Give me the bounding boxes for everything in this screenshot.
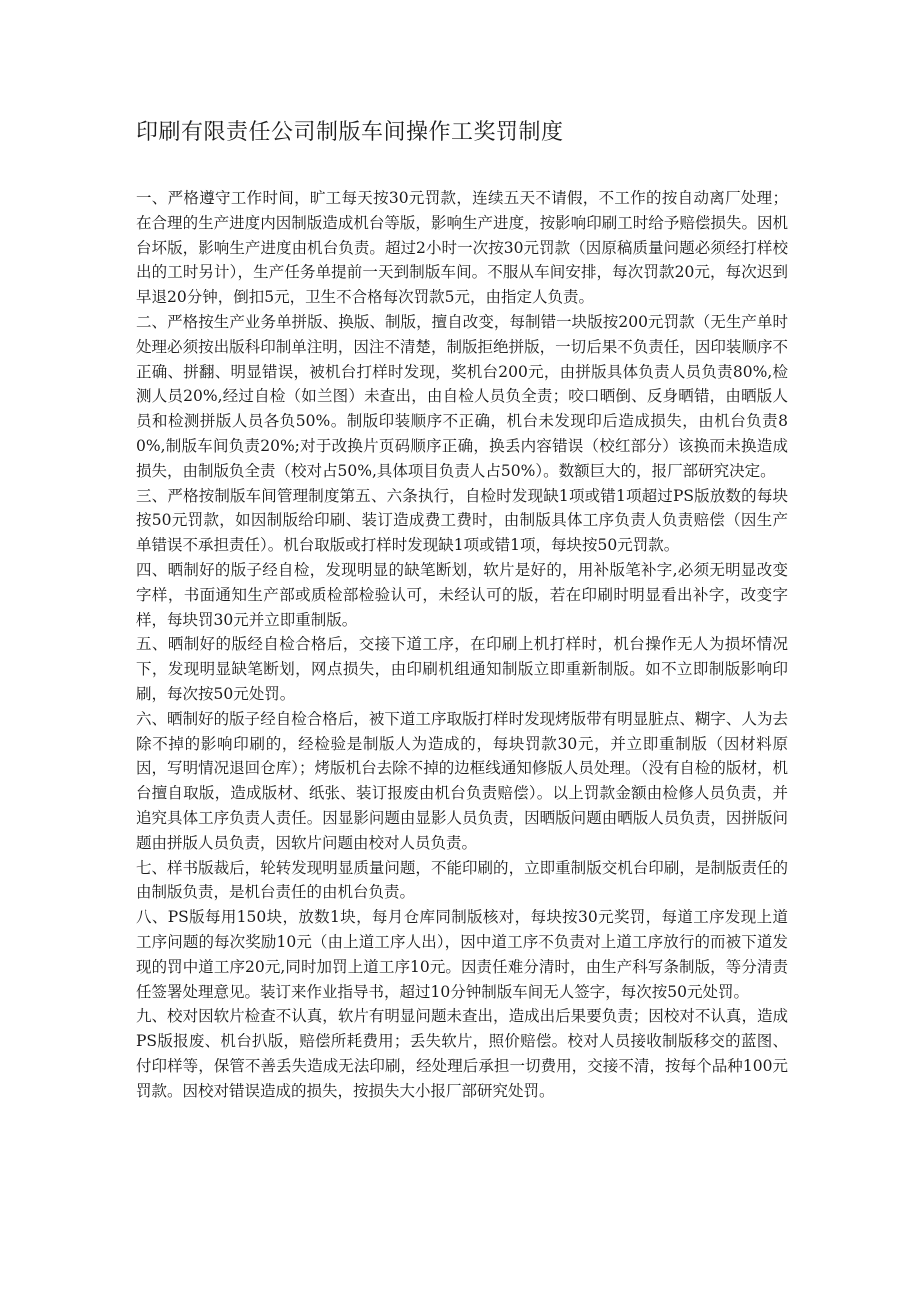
rule-paragraph-8: 八、PS版每用150块，放数1块，每月仓库同制版核对，每块按30元奖罚，每道工序发现上道工序问题的每次奖励10元（由上道工序人出），因中道工序不负责对上道工序放行的而被下道发现的罚中道工序20元,同时加罚上道工序10元。因责任难分清时，由生产科写条制版，等分清责任签署处理意见。装订来作业指导书，超过10分钟制版车间无人签字，每次按50元处罚。 xyxy=(136,908,788,1001)
document-title: 印刷有限责任公司制版车间操作工奖罚制度 xyxy=(136,120,564,145)
rule-paragraph-3: 三、严格按制版车间管理制度第五、六条执行，自检时发现缺1项或错1项超过PS版放数的每块按50元罚款，如因制版给印刷、装订造成费工费时，由制版具体工序负责人负责赔偿（因生产单错误不承担责任）。机台取版或打样时发现缺1项或错1项，每块按50元罚款。 xyxy=(136,486,788,555)
rule-paragraph-1: 一、严格遵守工作时间，旷工每天按30元罚款，连续五天不请假，不工作的按自动离厂处理；在合理的生产进度内因制版造成机台等版，影响生产进度，按影响印刷工时给予赔偿损失。因机台坏版，影响生产进度由机台负责。超过2小时一次按30元罚款（因原稿质量问题必须经打样校出的工时另计），生产任务单提前一天到制版车间。不服从车间安排，每次罚款20元，每次迟到早退20分钟，倒扣5元，卫生不合格每次罚款5元，由指定人负责。 xyxy=(136,189,788,307)
rule-paragraph-6: 六、晒制好的版子经自检合格后，被下道工序取版打样时发现烤版带有明显脏点、糊字、人为去除不掉的影响印刷的，经检验是制版人为造成的，每块罚款30元，并立即重制版（因材料原因，写明情况退回仓库）；烤版机台去除不掉的边框线通知修版人员处理。（没有自检的版材，机台擅自取版，造成版材、纸张、装订报废由机台负责赔偿）。以上罚款金额由检修人员负责，并追究具体工序负责人责任。因显影问题由显影人员负责，因晒版问题由晒版人员负责，因拼版问题由拼版人员负责，因软片问题由校对人员负责。 xyxy=(136,709,788,852)
document-body xyxy=(136,186,788,1103)
document-page xyxy=(136,0,788,1103)
rule-paragraph-5: 五、晒制好的版经自检合格后，交接下道工序，在印刷上机打样时，机台操作无人为损坏情况下，发现明显缺笔断划，网点损失，由印刷机组通知制版立即重新制版。如不立即制版影响印刷，每次按50元处罚。 xyxy=(136,635,788,703)
rule-paragraph-7: 七、样书版裁后，轮转发现明显质量问题，不能印刷的，立即重制版交机台印刷，是制版责任的由制版负责，是机台责任的由机台负责。 xyxy=(136,858,788,902)
rule-paragraph-2: 二、严格按生产业务单拼版、换版、制版，擅自改变，每制错一块版按200元罚款（无生产单时处理必须按出版科印制单注明，因注不清楚，制版拒绝拼版，一切后果不负责任，因印装顺序不正确、拼翻、明显错误，被机台打样时发现，奖机台200元，由拼版具体负责人员负责80%,检测人员20%,经过自检（如兰图）未查出，由自检人员负全责；咬口晒倒、反身晒错，由晒版人员和检测拼版人员各负50%。制版印装顺序不正确，机台未发现印后造成损失，由机台负责80%,制版车间负责20%;对于改换片页码顺序正确，换丢内容错误（校红部分）该换而未换造成损失，由制版负全责（校对占50%,具体项目负责人占50%）。数额巨大的，报厂部研究决定。 xyxy=(136,312,788,480)
rule-paragraph-9: 九、校对因软片检查不认真，软片有明显问题未查出，造成出后果要负责；因校对不认真，造成PS版报废、机台扒版，赔偿所耗费用；丢失软片，照价赔偿。校对人员接收制版移交的蓝图、付印样等，保管不善丢失造成无法印刷，经处理后承担一切费用，交接不清，按每个品种100元罚款。因校对错误造成的损失，按损失大小报厂部研究处罚。 xyxy=(136,1007,788,1100)
rule-paragraph-4: 四、晒制好的版子经自检，发现明显的缺笔断划，软片是好的，用补版笔补字,必须无明显改变字样，书面通知生产部或质检部检验认可，未经认可的版，若在印刷时明显看出补字，改变字样，每块罚30元并立即重制版。 xyxy=(136,560,788,629)
